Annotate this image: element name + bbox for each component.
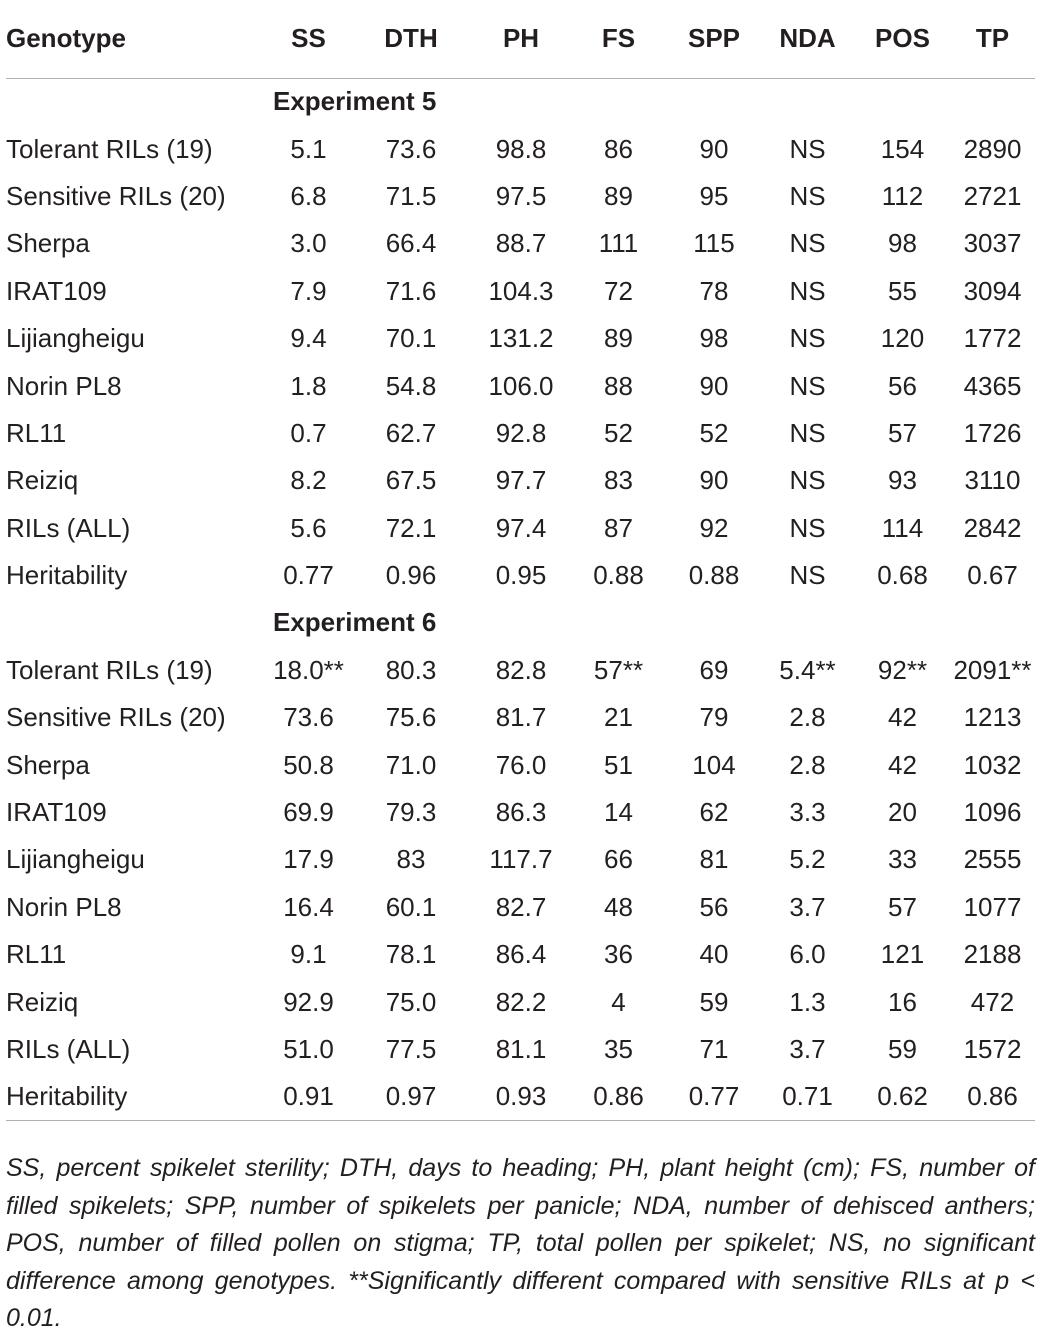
cell-dth: 75.0 xyxy=(385,986,437,1017)
column-header-dth: DTH xyxy=(349,0,473,78)
cell-pos: 112 xyxy=(881,180,924,211)
cell-pos: 55 xyxy=(888,275,917,306)
section-header-row xyxy=(6,78,1035,125)
table-body xyxy=(6,78,1035,1121)
cell-genotype: IRAT109 xyxy=(6,797,107,828)
cell-nda: NS xyxy=(789,180,826,211)
cell-spp: 69 xyxy=(699,654,729,685)
cell-genotype: Sensitive RILs (20) xyxy=(6,180,226,211)
cell-pos: 42 xyxy=(888,702,917,733)
cell-ph: 86.4 xyxy=(495,939,547,970)
cell-ph: 92.8 xyxy=(495,417,547,448)
cell-pos: 114 xyxy=(881,512,924,543)
cell-ph: 76.0 xyxy=(495,749,547,780)
cell-ss: 0.77 xyxy=(283,560,334,591)
cell-ph: 97.4 xyxy=(495,512,547,543)
cell-nda: NS xyxy=(789,560,826,591)
cell-nda: 2.8 xyxy=(789,749,826,780)
cell-dth: 71.0 xyxy=(385,749,437,780)
cell-fs: 89 xyxy=(604,180,633,211)
cell-ph: 97.5 xyxy=(495,180,547,211)
column-header-genotype: Genotype xyxy=(6,0,268,78)
cell-ss: 8.2 xyxy=(290,465,327,496)
cell-nda: NS xyxy=(789,417,826,448)
cell-dth: 75.6 xyxy=(385,702,437,733)
cell-ss: 92.9 xyxy=(283,986,334,1017)
cell-ss: 9.1 xyxy=(290,939,327,970)
cell-dth: 0.96 xyxy=(385,560,437,591)
cell-ss: 0.91 xyxy=(268,1073,349,1120)
cell-ph: 117.7 xyxy=(489,844,553,875)
cell-fs: 86 xyxy=(604,133,633,164)
cell-ph: 81.1 xyxy=(495,1034,547,1064)
cell-spp: 59 xyxy=(699,986,729,1017)
cell-genotype: RL11 xyxy=(6,939,67,970)
cell-ph: 86.3 xyxy=(495,797,547,828)
cell-pos: 154 xyxy=(880,133,925,164)
cell-pos: 121 xyxy=(880,939,925,970)
cell-nda: 1.3 xyxy=(789,986,826,1017)
cell-spp: 90 xyxy=(699,370,729,401)
table-row xyxy=(6,268,1035,315)
cell-nda: NS xyxy=(789,512,826,543)
cell-pos: 0.68 xyxy=(877,560,928,591)
cell-ss: 16.4 xyxy=(283,891,334,922)
cell-tp: 0.86 xyxy=(950,1073,1035,1120)
cell-pos: 0.62 xyxy=(855,1073,950,1120)
cell-tp: 2555 xyxy=(963,844,1022,875)
cell-genotype: RILs (ALL) xyxy=(6,1034,131,1064)
cell-nda: 3.7 xyxy=(789,891,826,922)
cell-tp: 3094 xyxy=(963,275,1022,306)
cell-tp: 1213 xyxy=(963,702,1022,733)
cell-tp: 3037 xyxy=(963,228,1022,259)
cell-ph: 0.93 xyxy=(473,1073,569,1120)
cell-dth: 71.5 xyxy=(385,180,437,211)
cell-nda: 2.8 xyxy=(789,702,826,733)
cell-genotype: RILs (ALL) xyxy=(6,512,131,543)
cell-fs: 51 xyxy=(604,749,633,780)
cell-ph: 131.2 xyxy=(488,323,554,354)
cell-tp: 2091** xyxy=(953,654,1032,685)
table-row xyxy=(6,931,1035,978)
cell-fs: 57** xyxy=(593,654,644,685)
cell-genotype: Heritability xyxy=(6,560,128,591)
cell-pos: 59 xyxy=(888,1034,917,1064)
cell-fs: 4 xyxy=(611,986,626,1017)
cell-dth: 60.1 xyxy=(385,891,437,922)
cell-nda: 5.2 xyxy=(789,844,826,875)
cell-fs: 87 xyxy=(604,512,633,543)
table-header xyxy=(6,0,1035,78)
table-row xyxy=(6,410,1035,457)
cell-ss: 5.1 xyxy=(290,133,327,164)
section-title: Experiment 5 xyxy=(273,86,437,117)
cell-dth: 71.6 xyxy=(385,275,437,306)
cell-spp: 79 xyxy=(699,702,729,733)
cell-genotype: Norin PL8 xyxy=(6,370,122,401)
cell-nda: NS xyxy=(789,465,826,496)
cell-ss: 51.0 xyxy=(283,1034,334,1064)
cell-pos: 92** xyxy=(877,654,928,685)
table-row xyxy=(6,173,1035,220)
cell-genotype: Tolerant RILs (19) xyxy=(6,654,213,685)
cell-fs: 111 xyxy=(598,228,639,259)
cell-ss: 1.8 xyxy=(290,370,327,401)
cell-genotype: Sensitive RILs (20) xyxy=(6,702,226,733)
cell-dth: 77.5 xyxy=(385,1034,437,1064)
cell-nda: NS xyxy=(789,370,826,401)
cell-spp: 90 xyxy=(699,465,729,496)
cell-ss: 0.7 xyxy=(290,417,327,448)
cell-pos: 98 xyxy=(888,228,917,259)
cell-dth: 62.7 xyxy=(385,417,437,448)
cell-spp: 95 xyxy=(699,180,729,211)
column-header-fs: FS xyxy=(569,0,668,78)
cell-pos: 33 xyxy=(888,844,917,875)
cell-fs: 83 xyxy=(604,465,633,496)
column-header-ph: PH xyxy=(473,0,569,78)
cell-ss: 7.9 xyxy=(290,275,327,306)
table-row xyxy=(6,1026,1035,1073)
cell-tp: 1572 xyxy=(963,1034,1022,1064)
cell-ss: 73.6 xyxy=(283,702,334,733)
table-row xyxy=(6,884,1035,931)
cell-dth: 80.3 xyxy=(385,654,437,685)
table-row xyxy=(6,457,1035,504)
table-row xyxy=(6,220,1035,267)
cell-nda: 6.0 xyxy=(789,939,826,970)
cell-ss: 5.6 xyxy=(290,512,327,543)
cell-dth: 78.1 xyxy=(385,939,437,970)
column-header-nda: NDA xyxy=(760,0,855,78)
cell-genotype: Heritability xyxy=(6,1073,268,1120)
cell-nda: 0.71 xyxy=(760,1073,855,1120)
cell-spp: 71 xyxy=(699,1034,729,1064)
cell-spp: 52 xyxy=(699,417,729,448)
cell-spp: 56 xyxy=(699,891,729,922)
table-row xyxy=(6,1073,1035,1120)
section-header-row xyxy=(6,599,1035,646)
column-header-spp: SPP xyxy=(668,0,760,78)
cell-tp: 2721 xyxy=(963,180,1022,211)
cell-tp: 472 xyxy=(970,986,1015,1017)
cell-fs: 48 xyxy=(604,891,633,922)
column-header-tp: TP xyxy=(950,0,1035,78)
cell-fs: 35 xyxy=(604,1034,633,1064)
cell-spp: 0.77 xyxy=(668,1073,760,1120)
cell-dth: 0.97 xyxy=(349,1073,473,1120)
table-row xyxy=(6,362,1035,409)
cell-ss: 18.0** xyxy=(273,654,344,685)
cell-ph: 98.8 xyxy=(495,133,547,164)
table-row xyxy=(6,741,1035,788)
cell-nda: NS xyxy=(789,133,826,164)
cell-tp: 2188 xyxy=(963,939,1022,970)
cell-ph: 82.8 xyxy=(495,654,547,685)
column-header-pos: POS xyxy=(855,0,950,78)
cell-nda: 3.7 xyxy=(789,1034,826,1064)
cell-ss: 6.8 xyxy=(290,180,327,211)
cell-spp: 98 xyxy=(699,323,729,354)
header-row xyxy=(6,0,1035,78)
cell-pos: 56 xyxy=(888,370,917,401)
cell-tp: 0.67 xyxy=(967,560,1018,591)
cell-tp: 1726 xyxy=(963,417,1022,448)
cell-fs: 52 xyxy=(604,417,633,448)
cell-spp: 115 xyxy=(693,228,735,259)
cell-genotype: Norin PL8 xyxy=(6,891,122,922)
cell-pos: 93 xyxy=(888,465,917,496)
cell-spp: 40 xyxy=(699,939,729,970)
cell-ph: 106.0 xyxy=(488,370,554,401)
cell-tp: 2890 xyxy=(963,133,1022,164)
cell-tp: 1032 xyxy=(963,749,1022,780)
cell-ph: 104.3 xyxy=(488,275,554,306)
table-row xyxy=(6,125,1035,172)
cell-dth: 66.4 xyxy=(385,228,437,259)
table-row xyxy=(6,505,1035,552)
cell-nda: NS xyxy=(789,228,826,259)
cell-ss: 9.4 xyxy=(290,323,327,354)
cell-tp: 1077 xyxy=(963,891,1022,922)
cell-tp: 1772 xyxy=(963,323,1022,354)
cell-fs: 88 xyxy=(604,370,633,401)
data-table xyxy=(6,0,1035,1121)
table-row xyxy=(6,978,1035,1025)
cell-fs: 21 xyxy=(604,702,633,733)
cell-spp: 78 xyxy=(699,275,729,306)
cell-nda: 5.4** xyxy=(779,654,836,685)
cell-genotype: Sherpa xyxy=(6,228,90,259)
cell-ph: 82.7 xyxy=(495,891,547,922)
cell-ph: 88.7 xyxy=(495,228,547,259)
cell-dth: 70.1 xyxy=(385,323,437,354)
cell-spp: 81 xyxy=(699,844,729,875)
cell-pos: 120 xyxy=(880,323,925,354)
cell-spp: 92 xyxy=(699,512,729,543)
cell-ss: 50.8 xyxy=(283,749,334,780)
table-row xyxy=(6,552,1035,599)
cell-pos: 57 xyxy=(888,417,917,448)
cell-dth: 54.8 xyxy=(385,370,437,401)
cell-ph: 0.95 xyxy=(495,560,547,591)
cell-ss: 69.9 xyxy=(283,797,334,828)
cell-genotype: IRAT109 xyxy=(6,275,107,306)
section-title: Experiment 6 xyxy=(273,607,437,638)
table-row xyxy=(6,315,1035,362)
cell-dth: 79.3 xyxy=(385,797,437,828)
cell-genotype: Sherpa xyxy=(6,749,90,780)
column-header-ss: SS xyxy=(268,0,349,78)
cell-nda: NS xyxy=(789,323,826,354)
cell-dth: 72.1 xyxy=(385,512,437,543)
table-row xyxy=(6,789,1035,836)
cell-ph: 81.7 xyxy=(495,702,547,733)
cell-genotype: RL11 xyxy=(6,417,67,448)
cell-genotype: Reiziq xyxy=(6,986,79,1017)
cell-dth: 83 xyxy=(396,844,426,875)
cell-pos: 57 xyxy=(888,891,917,922)
table-row xyxy=(6,694,1035,741)
cell-fs: 66 xyxy=(604,844,633,875)
cell-spp: 62 xyxy=(699,797,729,828)
cell-tp: 1096 xyxy=(963,797,1022,828)
cell-ph: 82.2 xyxy=(495,986,547,1017)
table-row xyxy=(6,647,1035,694)
cell-genotype: Reiziq xyxy=(6,465,79,496)
cell-fs: 14 xyxy=(604,797,633,828)
cell-spp: 0.88 xyxy=(688,560,740,591)
cell-ss: 3.0 xyxy=(290,228,327,259)
cell-pos: 42 xyxy=(888,749,917,780)
cell-ss: 17.9 xyxy=(283,844,334,875)
cell-fs: 0.86 xyxy=(569,1073,668,1120)
cell-pos: 16 xyxy=(888,986,917,1017)
cell-genotype: Tolerant RILs (19) xyxy=(6,133,213,164)
table-row xyxy=(6,836,1035,883)
table-footnote: SS, percent spikelet sterility; DTH, days to heading; PH, plant height (cm); FS, number of filled spikelets; SPP, number of spikelets per panicle; NDA, number of dehisced anthers; POS, number of filled pollen on stigma; TP, total pollen per spikelet; NS, no significant difference among genotypes. **Significantly different compared with sensitive RILs at p < 0.01. xyxy=(6,1154,1035,1332)
cell-fs: 72 xyxy=(604,275,633,306)
cell-fs: 36 xyxy=(604,939,633,970)
cell-tp: 3110 xyxy=(964,465,1021,496)
cell-fs: 0.88 xyxy=(593,560,644,591)
cell-genotype: Lijiangheigu xyxy=(6,844,145,875)
cell-dth: 73.6 xyxy=(385,133,437,164)
cell-tp: 4365 xyxy=(963,370,1022,401)
cell-fs: 89 xyxy=(604,323,633,354)
cell-ph: 97.7 xyxy=(495,465,547,496)
cell-genotype: Lijiangheigu xyxy=(6,323,145,354)
cell-spp: 90 xyxy=(699,133,729,164)
cell-spp: 104 xyxy=(692,749,736,780)
cell-pos: 20 xyxy=(888,797,917,828)
cell-tp: 2842 xyxy=(963,512,1022,543)
cell-nda: 3.3 xyxy=(789,797,826,828)
cell-nda: NS xyxy=(789,275,826,306)
cell-dth: 67.5 xyxy=(385,465,437,496)
